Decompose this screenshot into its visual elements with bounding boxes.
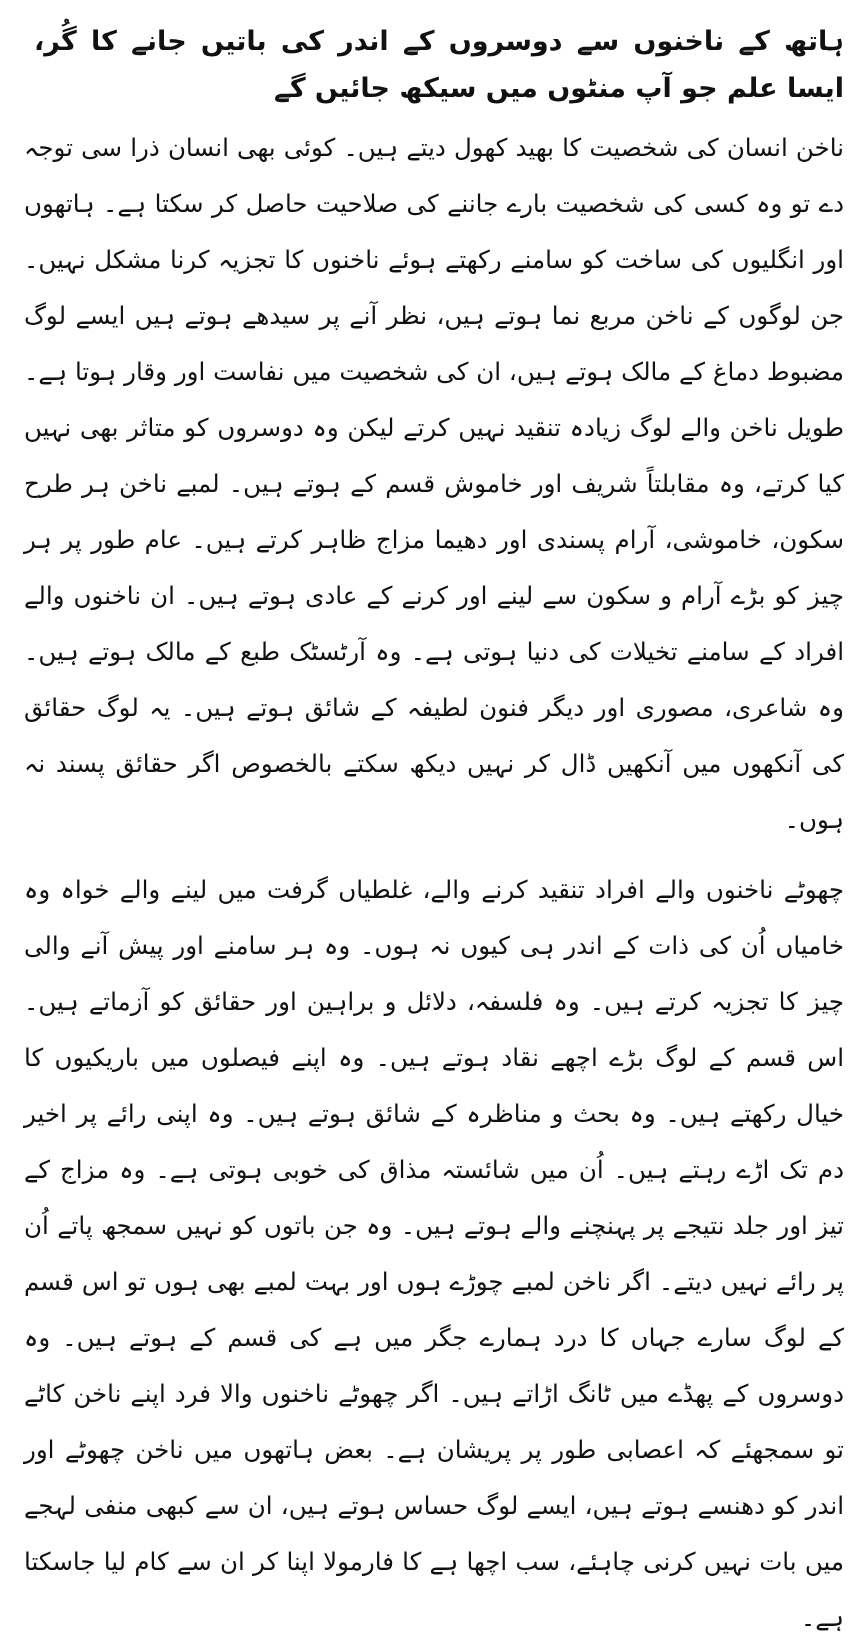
article-paragraph-1: ناخن انسان کی شخصیت کا بھید کھول دیتے ہیں۔ کوئی بھی انسان ذرا سی توجہ دے تو وہ کسی کی شخصیت بارے جاننے کی صلاحیت حاصل کر سکتا ہے۔ ہاتھوں اور انگلیوں کی ساخت کو سامنے رکھتے ہوئے ناخنوں کا تجزیہ کرنا مشکل نہیں۔ جن لوگوں کے ناخن مربع نما ہوتے ہیں، نظر آنے پر سیدھے ہوتے ہیں ایسے لوگ مضبوط دماغ کے مالک ہوتے ہیں، ان کی شخصیت میں نفاست اور وقار ہوتا ہے۔ طویل ناخن والے لوگ زیادہ تنقید نہیں کرتے لیکن وہ دوسروں کو متاثر بھی نہیں کیا کرتے، وہ مقابلتاً شریف اور خاموش قسم کے ہوتے ہیں۔ لمبے ناخن ہر طرح سکون، خاموشی، آرام پسندی اور دھیما مزاج ظاہر کرتے ہیں۔ عام طور پر ہر چیز کو بڑے آرام و سکون سے لینے اور کرنے کے عادی ہوتے ہیں۔ ان ناخنوں والے افراد کے سامنے تخیلات کی دنیا ہوتی ہے۔ وہ آرٹسٹک طبع کے مالک ہوتے ہیں۔ وہ شاعری، مصوری اور دیگر فنون لطیفہ کے شائق ہوتے ہیں۔ یہ لوگ حقائق کی آنکھوں میں آنکھیں ڈال کر نہیں دیکھ سکتے بالخصوص اگر حقائق پسند نہ ہوں۔ (24, 133, 844, 834)
article-paragraph-2: چھوٹے ناخنوں والے افراد تنقید کرنے والے، غلطیاں گرفت میں لینے والے خواہ وہ خامیاں اُن کی ذات کے اندر ہی کیوں نہ ہوں۔ وہ ہر سامنے اور پیش آنے والی چیز کا تجزیہ کرتے ہیں۔ وہ فلسفہ، دلائل و براہین اور حقائق کو آزماتے ہیں۔ اس قسم کے لوگ بڑے اچھے نقاد ہوتے ہیں۔ وہ اپنے فیصلوں میں باریکیوں کا خیال رکھتے ہیں۔ وہ بحث و مناظرہ کے شائق ہوتے ہیں۔ وہ اپنی رائے پر اخیر دم تک اڑے رہتے ہیں۔ اُن میں شائستہ مذاق کی خوبی ہوتی ہے۔ وہ مزاج کے تیز اور جلد نتیجے پر پہنچنے والے ہوتے ہیں۔ وہ جن باتوں کو نہیں سمجھ پاتے اُن پر رائے نہیں دیتے۔ اگر ناخن لمبے چوڑے ہوں اور بہت لمبے بھی ہوں تو اس قسم کے لوگ سارے جہاں کا درد ہمارے جگر میں ہے کی قسم کے ہوتے ہیں۔ وہ دوسروں کے پھڈے میں ٹانگ اڑاتے ہیں۔ اگر چھوٹے ناخنوں والا فرد اپنے ناخن کاٹے تو سمجھئے کہ اعصابی طور پر پریشان ہے۔ بعض ہاتھوں میں ناخن چھوٹے اور اندر کو دھنسے ہوتے ہیں، ایسے لوگ حساس ہوتے ہیں، ان سے کبھی منفی لہجے میں بات نہیں کرنی چاہئے، سب اچھا ہے کا فارمولا اپنا کر ان سے کام لیا جاسکتا ہے۔ (24, 875, 844, 1632)
article-title: ہاتھ کے ناخنوں سے دوسروں کے اندر کی باتیں جانے کا گُر، ایسا علم جو آپ منٹوں میں سیکھ جائیں گے (34, 26, 844, 104)
